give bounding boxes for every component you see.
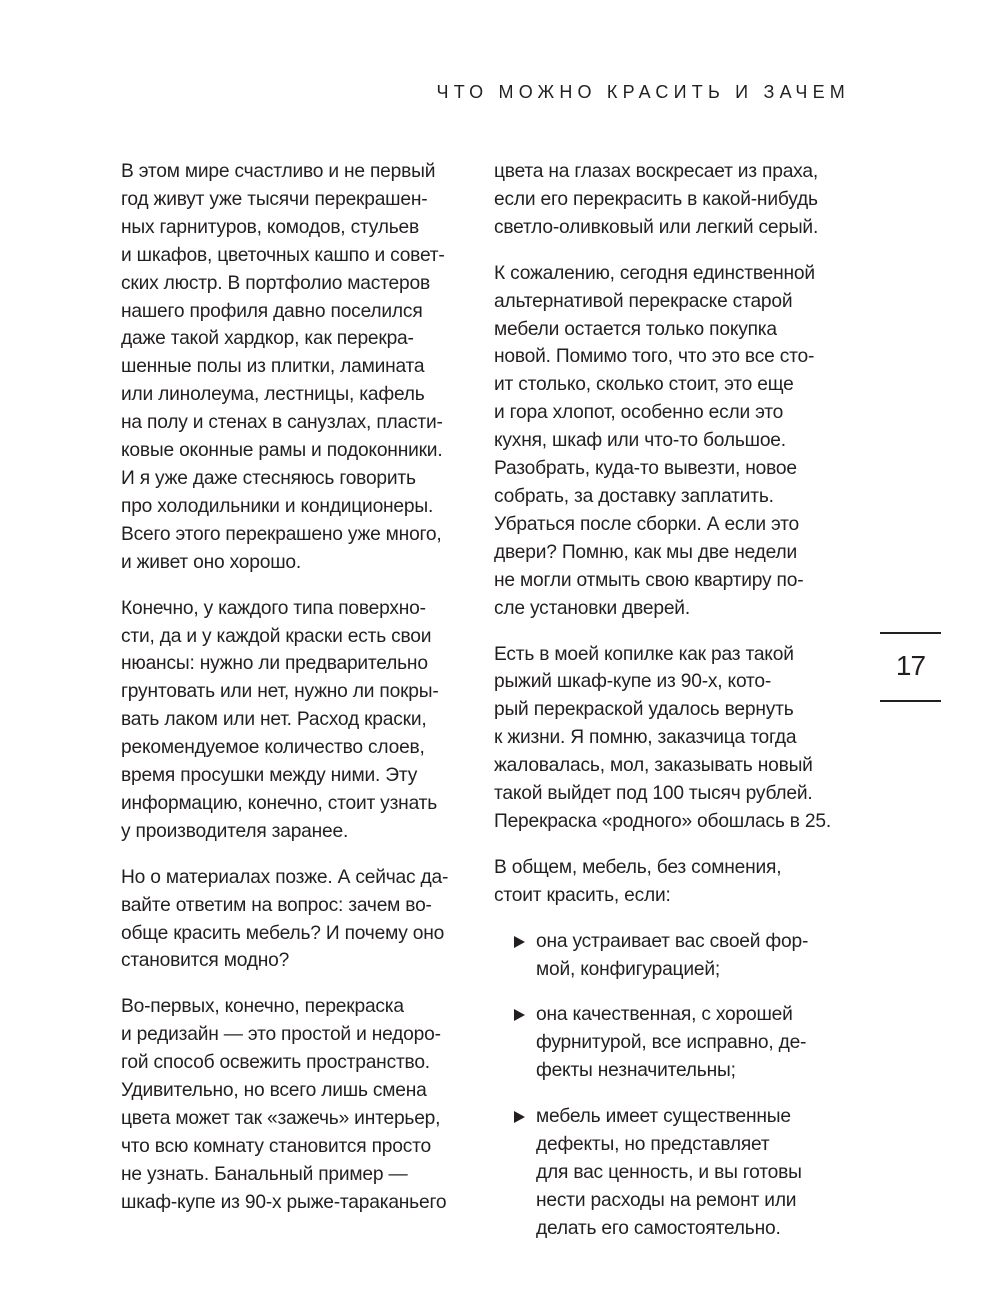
- text-line: В этом мире счастливо и не первый: [121, 161, 436, 182]
- text-line: гой способ освежить пространство.: [121, 1052, 430, 1074]
- text-line: даже такой хардкор, как перекра-: [121, 328, 414, 350]
- text-line: про холодильники и кондиционеры.: [121, 495, 434, 517]
- triangle-right-icon: [514, 936, 525, 948]
- text-line: мебели остается только покупка: [494, 318, 777, 340]
- text-line: ских люстр. В портфолио мастеров: [121, 272, 430, 294]
- text-line: нюансы: нужно ли предварительно: [121, 653, 428, 675]
- text-line: альтернативой перекраске старой: [494, 290, 793, 312]
- paragraph: [494, 854, 859, 910]
- left-column: [121, 158, 481, 1235]
- text-line: фекты незначительны;: [536, 1060, 736, 1082]
- text-line: и шкафов, цветочных кашпо и совет-: [121, 244, 445, 266]
- paragraph: [121, 993, 481, 1216]
- list-item: [494, 928, 859, 984]
- text-line: Разобрать, куда-то вывезти, новое: [494, 458, 797, 480]
- text-line: для вас ценность, и вы готовы: [536, 1162, 802, 1183]
- text-line: рый перекраской удалось вернуть: [494, 699, 794, 721]
- text-line: Всего этого перекрашено уже много,: [121, 523, 442, 545]
- text-line: Перекраска «родного» обошлась в 25.: [494, 810, 831, 832]
- text-line: фурнитурой, все исправно, де-: [536, 1032, 807, 1054]
- text-line: И я уже даже стесняюсь говорить: [121, 467, 416, 489]
- text-line: к жизни. Я помню, заказчица тогда: [494, 727, 797, 749]
- text-line: вать лаком или нет. Расход краски,: [121, 709, 427, 731]
- text-line: если его перекрасить в какой-нибудь: [494, 188, 818, 210]
- bullet-list: [494, 928, 859, 1243]
- text-line: Убраться после сборки. А если это: [494, 513, 799, 535]
- text-line: мебель имеет существенные: [536, 1106, 791, 1128]
- paragraph: [121, 158, 481, 577]
- paragraph: [121, 595, 481, 846]
- text-line: год живут уже тысячи перекрашен-: [121, 188, 428, 210]
- text-line: не узнать. Банальный пример —: [121, 1163, 408, 1185]
- text-line: ных гарнитуров, комодов, стульев: [121, 216, 419, 238]
- text-line: дефекты, но представляет: [536, 1134, 770, 1156]
- text-line: жаловалась, мол, заказывать новый: [494, 755, 813, 777]
- text-line: что всю комнату становится просто: [121, 1135, 431, 1157]
- text-line: она устраивает вас своей фор-: [536, 930, 809, 952]
- text-line: ит столько, сколько стоит, это еще: [494, 374, 794, 396]
- text-line: светло-оливковый или легкий серый.: [494, 216, 819, 238]
- text-line: и гора хлопот, особенно если это: [494, 402, 784, 424]
- paragraph: [494, 158, 859, 242]
- text-line: становится модно?: [121, 950, 290, 972]
- text-line: и редизайн — это простой и недоро-: [121, 1024, 441, 1046]
- text-line: грунтовать или нет, нужно ли покры-: [121, 681, 439, 703]
- text-line: сле установки дверей.: [494, 597, 690, 619]
- text-line: мой, конфигурацией;: [536, 958, 720, 980]
- text-line: у производителя заранее.: [121, 820, 349, 842]
- text-line: делать его самостоятельно.: [536, 1217, 781, 1239]
- text-line: рекомендуемое количество слоев,: [121, 737, 425, 759]
- text-line: нести расходы на ремонт или: [536, 1189, 797, 1211]
- paragraph: [494, 641, 859, 836]
- text-line: В общем, мебель, без сомнения,: [494, 856, 782, 878]
- text-line: стоит красить, если:: [494, 884, 671, 906]
- text-line: цвета на глазах воскресает из праха,: [494, 161, 818, 182]
- text-line: кухня, шкаф или что-то большое.: [494, 430, 786, 452]
- page-number: 17: [895, 650, 926, 681]
- text-line: сти, да и у каждой краски есть свои: [121, 625, 432, 647]
- text-line: Во-первых, конечно, перекраска: [121, 996, 404, 1018]
- text-line: на полу и стенах в санузлах, пласти-: [121, 412, 443, 434]
- divider: [880, 632, 941, 634]
- text-line: Удивительно, но всего лишь смена: [121, 1080, 427, 1102]
- text-line: Конечно, у каждого типа поверхно-: [121, 597, 426, 619]
- list-item: [494, 1103, 859, 1243]
- text-line: вайте ответим на вопрос: зачем во-: [121, 894, 432, 916]
- text-line: нашего профиля давно поселился: [121, 300, 423, 322]
- text-line: цвета может так «зажечь» интерьер,: [121, 1108, 441, 1129]
- triangle-right-icon: [514, 1111, 525, 1123]
- triangle-right-icon: [514, 1009, 525, 1021]
- text-line: Есть в моей копилке как раз такой: [494, 643, 794, 665]
- text-line: шкаф-купе из 90-х рыже-тараканьего: [121, 1191, 447, 1213]
- text-line: К сожалению, сегодня единственной: [494, 262, 815, 284]
- text-line: двери? Помню, как мы две недели: [494, 541, 798, 563]
- text-line: такой выйдет под 100 тысяч рублей.: [494, 783, 813, 805]
- text-line: ковые оконные рамы и подоконники.: [121, 440, 443, 462]
- text-line: не могли отмыть свою квартиру по-: [494, 569, 804, 591]
- text-line: новой. Помимо того, что это все сто-: [494, 346, 815, 368]
- text-line: обще красить мебель? И почему оно: [121, 922, 445, 944]
- text-line: шенные полы из плитки, ламината: [121, 356, 425, 378]
- text-line: время просушки между ними. Эту: [121, 765, 418, 787]
- text-line: или линолеума, лестницы, кафель: [121, 384, 425, 406]
- text-line: информацию, конечно, стоит узнать: [121, 792, 437, 814]
- right-column: [494, 158, 859, 1261]
- text-line: Но о материалах позже. А сейчас да-: [121, 866, 449, 888]
- text-line: она качественная, с хорошей: [536, 1004, 793, 1026]
- text-line: рыжий шкаф-купе из 90-х, кото-: [494, 671, 772, 693]
- divider: [880, 700, 941, 702]
- paragraph: [121, 864, 481, 976]
- running-head: ЧТО МОЖНО КРАСИТЬ И ЗАЧЕМ: [436, 82, 850, 102]
- paragraph: [494, 260, 859, 623]
- text-line: собрать, за доставку заплатить.: [494, 485, 774, 507]
- page-number-block: [880, 632, 941, 702]
- text-line: и живет оно хорошо.: [121, 551, 301, 573]
- list-item: [494, 1001, 859, 1085]
